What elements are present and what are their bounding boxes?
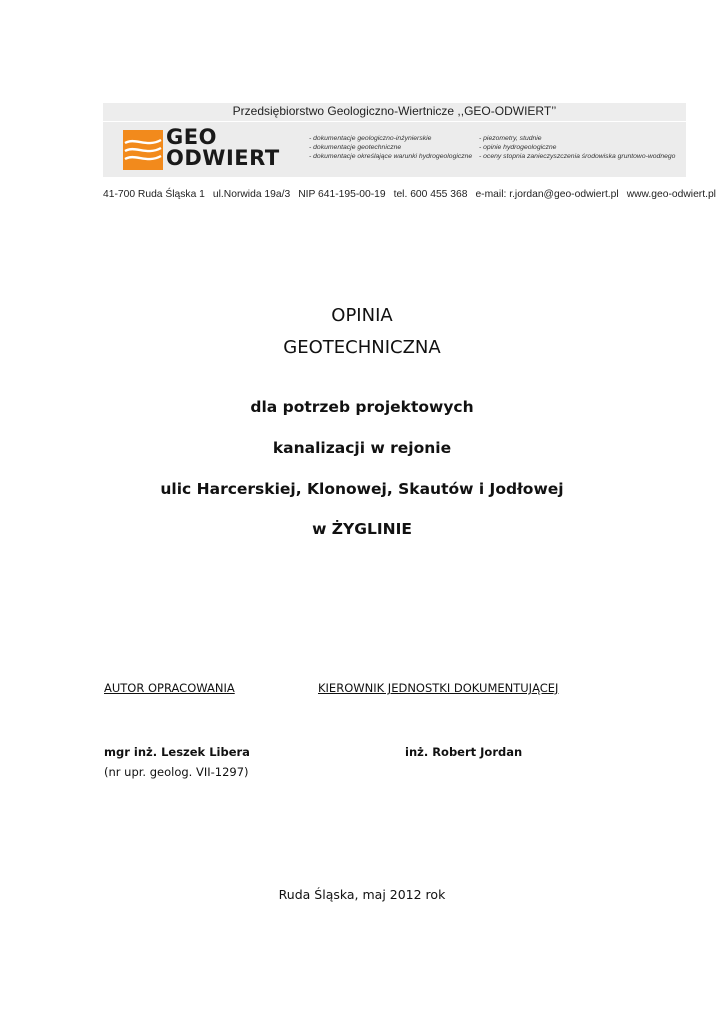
service-item: - opinie hydrogeologiczne <box>479 144 557 151</box>
logo-mark-icon <box>123 130 163 170</box>
service-item: - piezometry, studnie <box>479 135 542 142</box>
letterhead-company-bar <box>103 103 686 121</box>
contact-address: 41-700 Ruda Śląska 1 <box>103 188 205 200</box>
contact-phone: tel. 600 455 368 <box>393 188 468 200</box>
manager-name: inż. Robert Jordan <box>405 745 523 759</box>
logo-line-1: GEO <box>166 125 217 149</box>
logo-wordmark <box>166 127 280 169</box>
company-logo <box>123 127 288 173</box>
author-license: (nr upr. geolog. VII-1297) <box>104 765 249 779</box>
services-list-1 <box>309 134 472 161</box>
author-heading: AUTOR OPRACOWANIA <box>104 681 235 695</box>
service-item: - dokumentacje geotechniczne <box>309 144 402 151</box>
company-name: Przedsiębiorstwo Geologiczno-Wiertnicze ,,GEO-ODWIERT’’ <box>232 104 557 118</box>
document-subtitle-3: ulic Harcerskiej, Klonowej, Skautów i Jodłowej <box>160 480 564 498</box>
contact-nip: NIP 641-195-00-19 <box>298 188 386 200</box>
document-title-line-2: GEOTECHNICZNA <box>283 337 441 358</box>
services-list-2 <box>479 134 675 161</box>
contact-email: e-mail: r.jordan@geo-odwiert.pl <box>475 188 619 200</box>
logo-line-2: ODWIERT <box>166 146 280 170</box>
document-subtitle-4: w ŻYGLINIE <box>312 520 412 538</box>
contact-website: www.geo-odwiert.pl <box>626 188 716 200</box>
contact-street: ul.Norwida 19a/3 <box>212 188 291 200</box>
author-name: mgr inż. Leszek Libera <box>104 745 250 759</box>
place-and-date: Ruda Śląska, maj 2012 rok <box>278 887 446 902</box>
service-item: - dokumentacje geologiczno-inżynierskie <box>309 135 432 142</box>
document-title-line-1: OPINIA <box>331 305 393 326</box>
manager-heading: KIEROWNIK JEDNOSTKI DOKUMENTUJĄCEJ <box>318 681 559 695</box>
service-item: - dokumentacje określające warunki hydrogeologiczne <box>309 153 473 160</box>
service-item: - oceny stopnia zanieczyszczenia środowiska gruntowo-wodnego <box>479 153 676 160</box>
contact-line <box>103 187 716 201</box>
letterhead-band <box>103 122 686 177</box>
document-subtitle-2: kanalizacji w rejonie <box>272 439 452 457</box>
document-subtitle-1: dla potrzeb projektowych <box>250 398 474 416</box>
